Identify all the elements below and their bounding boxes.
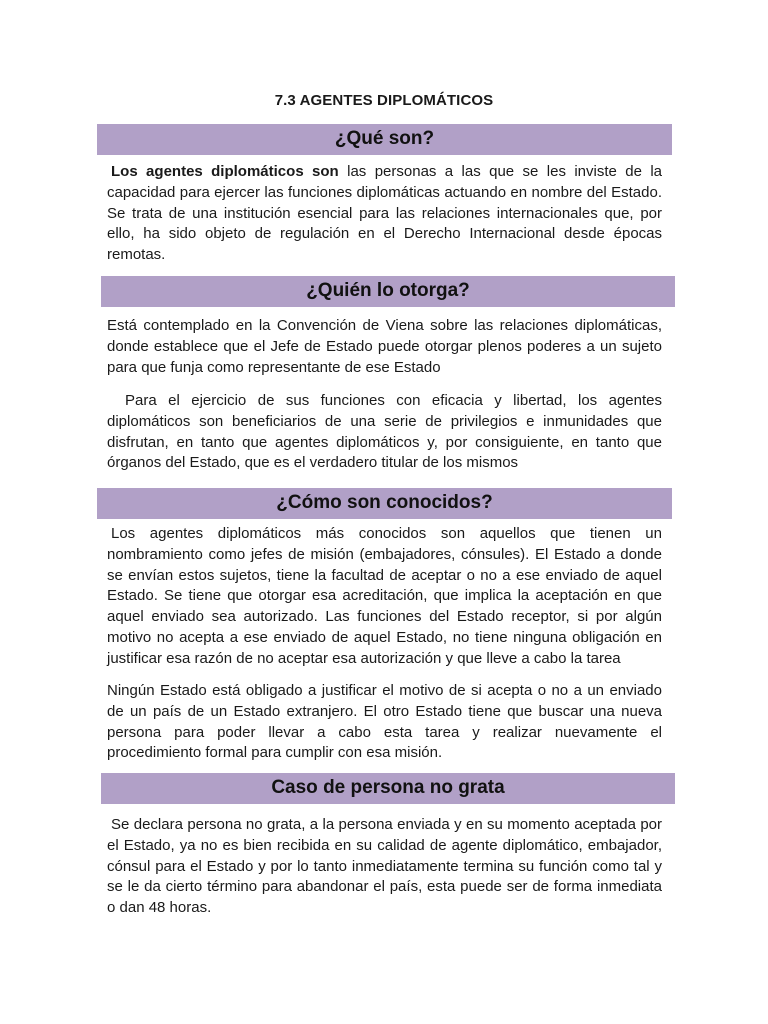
paragraph-quien-lo-otorga-2: Para el ejercicio de sus funciones con eficacia y libertad, los agentes diplomáticos son beneficiarios de una serie de privilegios e inmunidades que disfrutan, en tanto que agentes diplomáticos y, por consiguiente, en tanto que órganos del Estado, que es el verdadero titular de los mismos bbox=[107, 392, 662, 472]
section-heading-persona-no-grata: Caso de persona no grata bbox=[101, 773, 675, 804]
document-title: 7.3 AGENTES DIPLOMÁTICOS bbox=[274, 92, 494, 109]
paragraph-como-son-conocidos-2: Ningún Estado está obligado a justificar el motivo de si acepta o no a un enviado de un país de un Estado extranjero. El otro Estado tiene que buscar una nueva persona para poder llevar a cabo esta tarea y realizar nuevamente el procedimiento formal para cumplir con esa misión. bbox=[107, 682, 662, 762]
paragraph-lead-bold: Los agentes diplomáticos son bbox=[111, 163, 339, 180]
paragraph-que-son bbox=[107, 162, 662, 266]
section-heading-que-son: ¿Qué son? bbox=[97, 124, 672, 155]
paragraph-text: las personas a las que se les inviste de la capacidad para ejercer las funciones diplomáticas actuando en nombre del Estado. Se trata de una institución esencial para las relaciones internacionales que, por ello, ha sido objeto de regulación en el Derecho Internacional desde épocas remotas. bbox=[107, 163, 662, 264]
paragraph-persona-no-grata: Se declara persona no grata, a la persona enviada y en su momento aceptada por el Estado, ya no es bien recibida en su calidad de agente diplomático, embajador, cónsul para el Estado y por lo tanto inmediatamente termina su función como tal y se le da cierto término para abandonar el país, esta puede ser de forma inmediata o dan 48 horas. bbox=[107, 816, 662, 917]
paragraph-como-son-conocidos-1: Los agentes diplomáticos más conocidos son aquellos que tienen un nombramiento como jefes de misión (embajadores, cónsules). El Estado a donde se envían estos sujetos, tiene la facultad de aceptar o no a ese enviado de aquel Estado. Se tiene que otorgar esa acreditación, que implica la aceptación en que aquel enviado sea autorizado. Las funciones del Estado receptor, si por algún motivo no acepta a ese enviado de aquel Estado, no tiene ninguna obligación en justificar esa razón de no aceptar esa autorización y que lleve a cabo la tarea bbox=[107, 525, 662, 667]
section-heading-como-son-conocidos: ¿Cómo son conocidos? bbox=[97, 488, 672, 519]
paragraph-quien-lo-otorga-1: Está contemplado en la Convención de Viena sobre las relaciones diplomáticas, donde establece que el Jefe de Estado puede otorgar plenos poderes a un sujeto para que funja como representante de ese Estado bbox=[107, 317, 662, 376]
section-heading-quien-lo-otorga: ¿Quién lo otorga? bbox=[101, 276, 675, 307]
